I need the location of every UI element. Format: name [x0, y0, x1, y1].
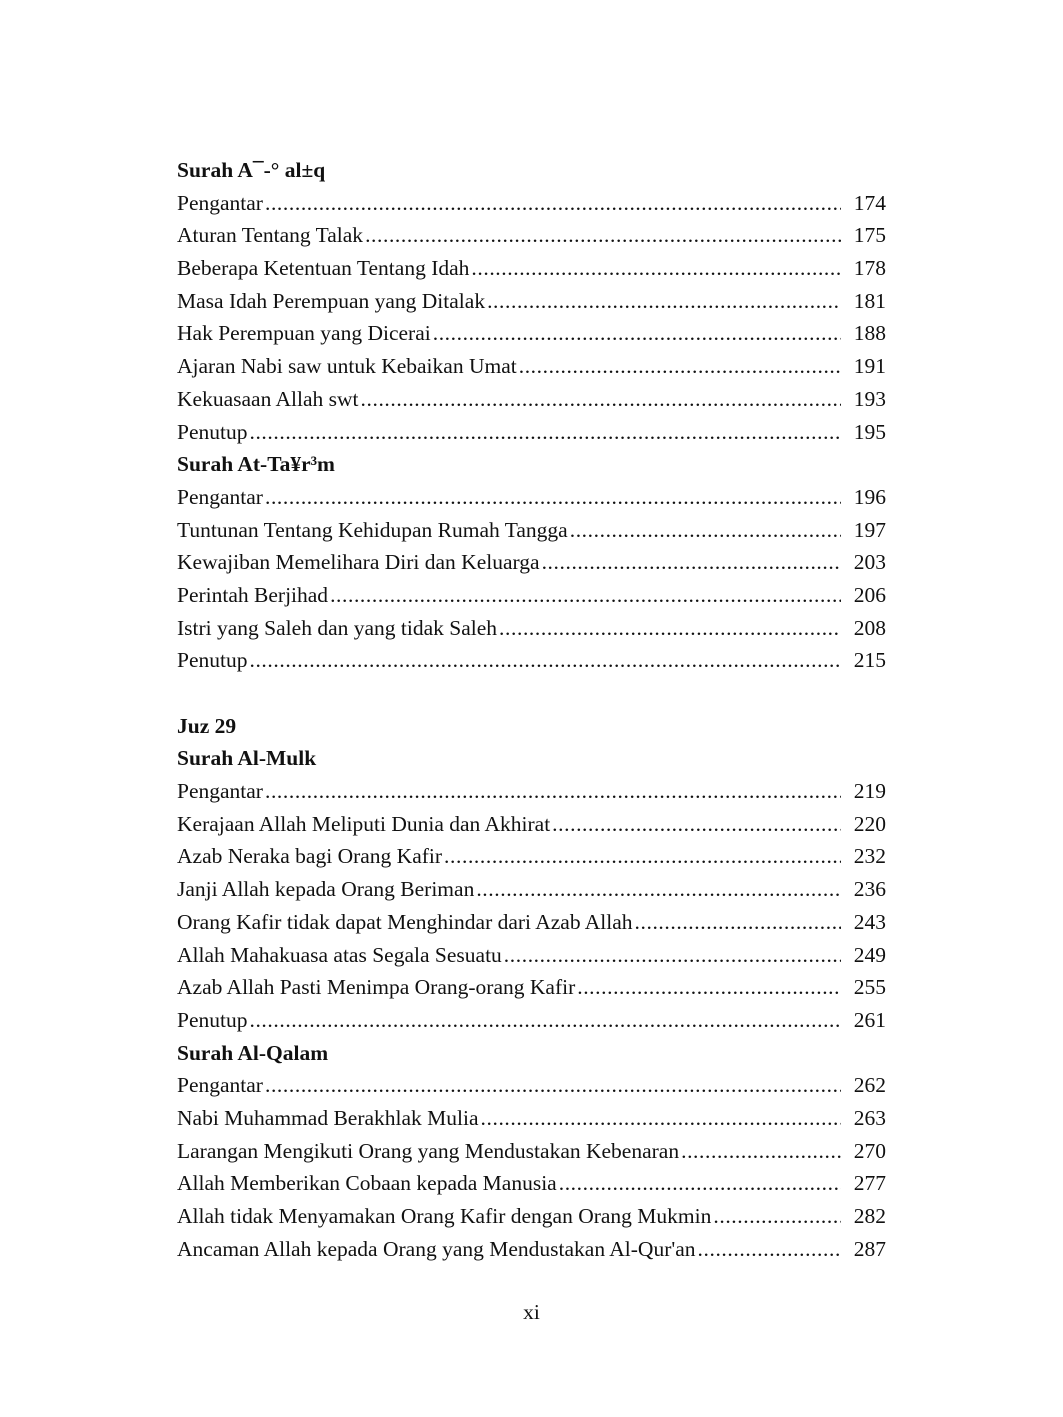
toc-entry[interactable]: [177, 219, 886, 252]
surah-heading: Surah Al-Mulk: [177, 746, 317, 771]
toc-entry[interactable]: [177, 906, 886, 939]
dot-leader: [570, 514, 841, 547]
entry-page: 232: [853, 844, 886, 869]
entry-title: Nabi Muhammad Berakhlak Mulia: [177, 1105, 479, 1130]
dot-leader: [249, 1004, 841, 1037]
entry-title: Penutup: [177, 648, 248, 673]
dot-leader: [330, 579, 841, 612]
toc-entry[interactable]: [177, 317, 886, 350]
dot-leader: [476, 873, 841, 906]
dot-leader: [681, 1135, 841, 1168]
dot-leader: [559, 1167, 841, 1200]
entry-page: 236: [853, 877, 886, 902]
toc-entry[interactable]: [177, 775, 886, 808]
entry-title: Kekuasaan Allah swt: [177, 386, 359, 411]
toc-entry[interactable]: [177, 514, 886, 547]
entry-title: Kerajaan Allah Meliputi Dunia dan Akhirat: [177, 811, 551, 836]
entry-page: 220: [853, 811, 886, 836]
entry-page: 243: [853, 909, 886, 934]
entry-title: Azab Neraka bagi Orang Kafir: [177, 844, 443, 869]
surah-heading: Surah Al-Qalam: [177, 1040, 329, 1065]
toc-entry[interactable]: [177, 808, 886, 841]
entry-title: Tuntunan Tentang Kehidupan Rumah Tangga: [177, 517, 568, 542]
dot-leader: [635, 906, 841, 939]
entry-page: 181: [853, 288, 886, 313]
dot-leader: [519, 350, 841, 383]
dot-leader: [265, 775, 841, 808]
toc-entry[interactable]: [177, 971, 886, 1004]
toc-entry[interactable]: [177, 939, 886, 972]
dot-leader: [471, 252, 841, 285]
dot-leader: [265, 187, 841, 220]
toc-entry[interactable]: [177, 579, 886, 612]
surah-heading: Surah At-Ta¥r³m: [177, 452, 335, 477]
entry-title: Beberapa Ketentuan Tentang Idah: [177, 256, 470, 281]
section-spacer: [177, 677, 886, 710]
entry-title: Pengantar: [177, 779, 263, 804]
entry-title: Perintah Berjihad: [177, 582, 329, 607]
toc-entry[interactable]: [177, 285, 886, 318]
entry-page: 188: [853, 321, 886, 346]
entry-title: Kewajiban Memelihara Diri dan Keluarga: [177, 550, 540, 575]
entry-title: Pengantar: [177, 190, 263, 215]
dot-leader: [713, 1200, 841, 1233]
entry-page: 219: [853, 779, 886, 804]
toc-entry[interactable]: [177, 1233, 886, 1266]
toc-entry[interactable]: [177, 1069, 886, 1102]
entry-title: Hak Perempuan yang Dicerai: [177, 321, 431, 346]
toc-entry[interactable]: [177, 1102, 886, 1135]
entry-page: 277: [853, 1171, 886, 1196]
toc-entry[interactable]: [177, 252, 886, 285]
dot-leader: [504, 939, 841, 972]
entry-title: Aturan Tentang Talak: [177, 223, 364, 248]
entry-title: Masa Idah Perempuan yang Ditalak: [177, 288, 486, 313]
entry-title: Ancaman Allah kepada Orang yang Mendustakan Al-Qur'an: [177, 1236, 696, 1261]
entry-title: Orang Kafir tidak dapat Menghindar dari Azab Allah: [177, 909, 633, 934]
toc-entry[interactable]: [177, 1200, 886, 1233]
entry-page: 208: [853, 615, 886, 640]
dot-leader: [487, 285, 841, 318]
toc-entry[interactable]: [177, 840, 886, 873]
entry-page: 287: [853, 1236, 886, 1261]
entry-page: 255: [853, 975, 886, 1000]
entry-page: 206: [853, 582, 886, 607]
entry-title: Istri yang Saleh dan yang tidak Saleh: [177, 615, 498, 640]
entry-page: 282: [853, 1204, 886, 1228]
dot-leader: [499, 612, 841, 645]
dot-leader: [433, 317, 841, 350]
table-of-contents: [177, 154, 886, 1265]
toc-entry[interactable]: [177, 350, 886, 383]
dot-leader: [249, 644, 841, 677]
entry-page: 262: [853, 1073, 886, 1098]
entry-page: 191: [853, 354, 886, 379]
dot-leader: [249, 416, 841, 449]
toc-entry[interactable]: [177, 481, 886, 514]
toc-entry[interactable]: [177, 546, 886, 579]
entry-title: Pengantar: [177, 484, 263, 509]
toc-entry[interactable]: [177, 612, 886, 645]
entry-title: Penutup: [177, 1007, 248, 1032]
page-number: xi: [523, 1300, 540, 1324]
entry-page: 196: [853, 484, 886, 509]
entry-title: Azab Allah Pasti Menimpa Orang-orang Kafir: [177, 975, 576, 1000]
entry-page: 215: [853, 648, 886, 673]
dot-leader: [698, 1233, 841, 1266]
dot-leader: [361, 383, 841, 416]
entry-title: Penutup: [177, 419, 248, 444]
toc-entry[interactable]: [177, 1167, 886, 1200]
dot-leader: [542, 546, 841, 579]
entry-title: Larangan Mengikuti Orang yang Mendustakan Kebenaran: [177, 1138, 680, 1163]
entry-page: 174: [853, 190, 886, 215]
toc-entry[interactable]: [177, 873, 886, 906]
dot-leader: [481, 1102, 841, 1135]
entry-page: 261: [853, 1007, 886, 1032]
entry-page: 193: [853, 386, 886, 411]
entry-page: 249: [853, 942, 886, 967]
dot-leader: [265, 481, 841, 514]
entry-title: Allah tidak Menyamakan Orang Kafir dengan Orang Mukmin: [177, 1204, 712, 1228]
juz-heading: Juz 29: [177, 713, 237, 738]
entry-page: 178: [853, 256, 886, 281]
dot-leader: [265, 1069, 841, 1102]
toc-entry[interactable]: [177, 1135, 886, 1168]
dot-leader: [444, 840, 841, 873]
entry-page: 175: [853, 223, 886, 248]
toc-entry[interactable]: [177, 1004, 886, 1037]
entry-title: Janji Allah kepada Orang Beriman: [177, 877, 475, 902]
entry-page: 203: [853, 550, 886, 575]
entry-title: Ajaran Nabi saw untuk Kebaikan Umat: [177, 354, 517, 379]
entry-page: 197: [853, 517, 886, 542]
entry-title: Pengantar: [177, 1073, 263, 1098]
toc-entry[interactable]: [177, 644, 886, 677]
entry-page: 270: [853, 1138, 886, 1163]
entry-page: 263: [853, 1105, 886, 1130]
entry-title: Allah Memberikan Cobaan kepada Manusia: [177, 1171, 557, 1196]
toc-entry[interactable]: [177, 187, 886, 220]
entry-title: Allah Mahakuasa atas Segala Sesuatu: [177, 942, 502, 967]
dot-leader: [552, 808, 841, 841]
entry-page: 195: [853, 419, 886, 444]
dot-leader: [577, 971, 841, 1004]
toc-entry[interactable]: [177, 416, 886, 449]
dot-leader: [365, 219, 841, 252]
toc-entry[interactable]: [177, 383, 886, 416]
surah-heading: Surah A¯-° al±q: [177, 158, 326, 182]
